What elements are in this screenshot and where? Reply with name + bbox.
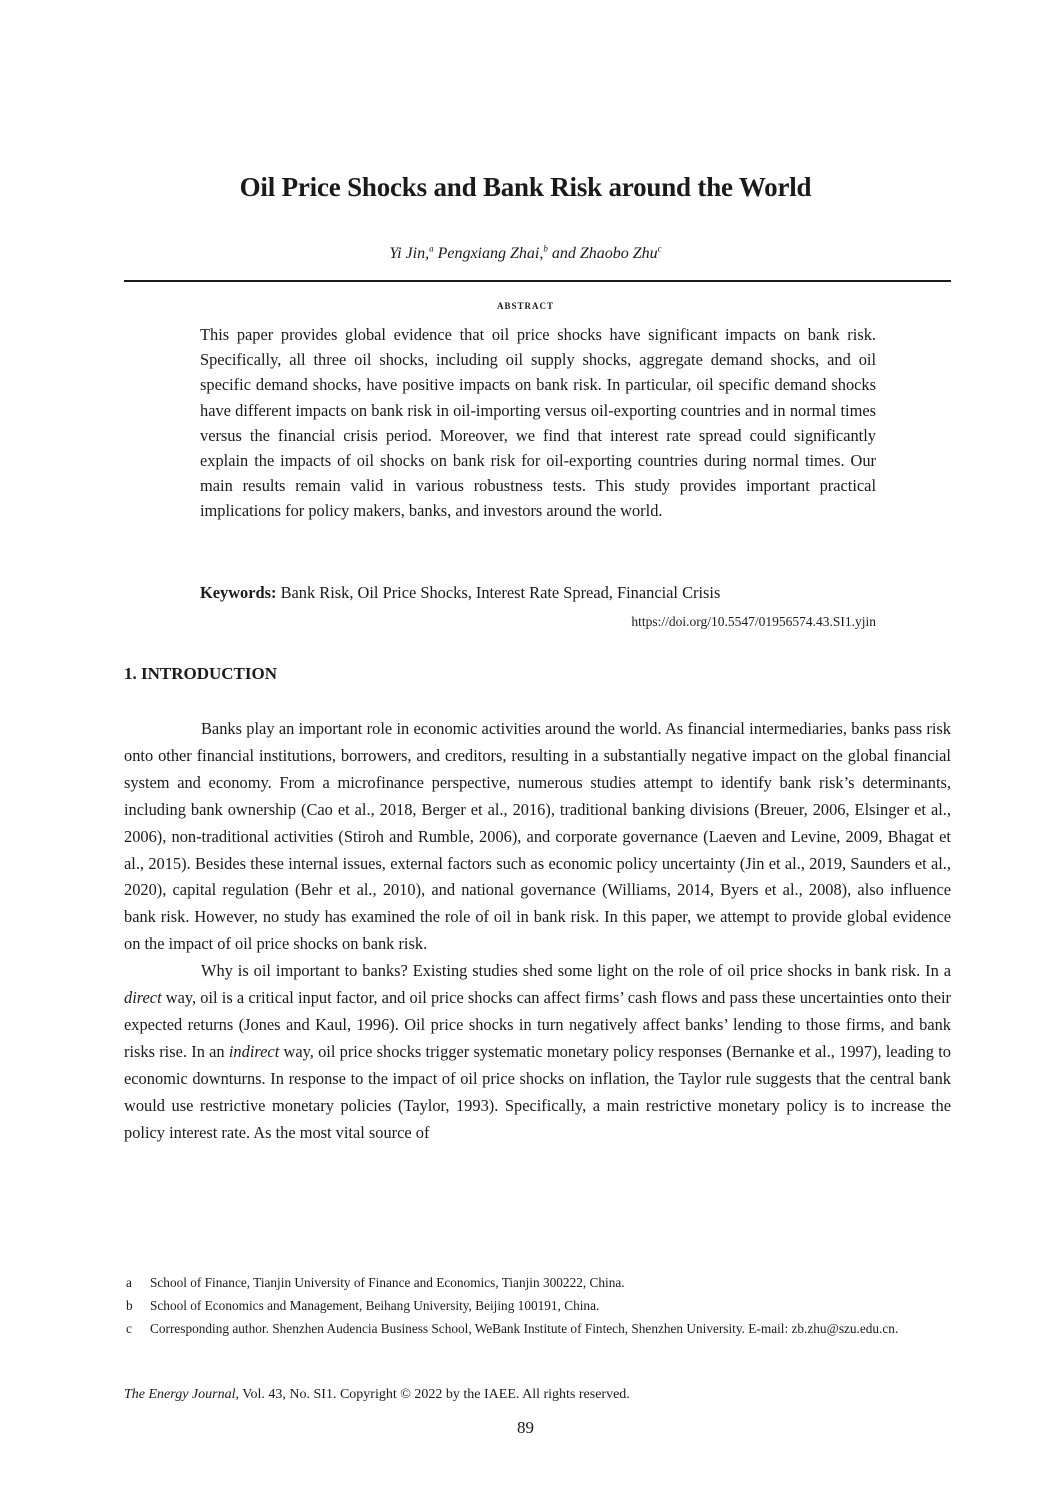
author-list <box>0 245 1051 263</box>
affiliation-mark: a <box>429 243 434 254</box>
journal-details: , Vol. 43, No. SI1. Copyright © 2022 by the IAEE. All rights reserved. <box>235 1387 630 1402</box>
keywords-label: Keywords: <box>200 583 277 602</box>
paragraph-text: way, oil price shocks trigger systematic monetary policy responses (Bernanke et al., 1997), leading to economic downturns. In response to the impact of oil price shocks on inflation, the Taylor rule suggests that the central bank would use restrictive monetary policies (Taylor, 1993). Specifically, a main restrictive monetary policy is to increase the policy interest rate. As the most vital source of <box>124 1041 951 1142</box>
paragraph-text: Why is oil important to banks? Existing studies shed some light on the role of oil price shocks in bank risk. In a <box>201 961 951 981</box>
keywords-list: Bank Risk, Oil Price Shocks, Interest Rate Spread, Financial Crisis <box>276 583 721 602</box>
paragraph-text: way, oil is a critical input factor, and oil price shocks can affect firms’ cash flows and pass these uncertainties onto their expected returns (Jones and Kaul, 1996). Oil price shocks in turn negatively affect banks’ lending to those firms, and bank risks rise. In an <box>124 988 951 1061</box>
author-name: and Zhaobo Zhu <box>547 245 658 262</box>
footnote-mark: a <box>126 1275 132 1290</box>
footnote-mark: c <box>126 1321 132 1336</box>
paragraph: Banks play an important role in economic activities around the world. As financial intermediaries, banks pass risk onto other financial institutions, borrowers, and creditors, resulting in a substantially negative impact on the global financial system and economy. From a microfinance perspective, numerous studies attempt to identify bank risk’s determinants, including bank ownership (Cao et al., 2018, Berger et al., 2016), traditional banking divisions (Breuer, 2006, Elsinger et al., 2006), non-traditional activities (Stiroh and Rumble, 2006), and corporate governance (Laeven and Levine, 2009, Bhagat et al., 2015). Besides these internal issues, external factors such as economic policy uncertainty (Jin et al., 2019, Saunders et al., 2020), capital regulation (Behr et al., 2010), and national governance (Williams, 2014, Byers et al., 2008), also influence bank risk. However, no study has examined the role of oil in bank risk. In this paper, we attempt to provide global evidence on the impact of oil price shocks on bank risk. <box>124 719 951 954</box>
journal-citation <box>124 1387 630 1403</box>
footnote-text: School of Economics and Management, Beihang University, Beijing 100191, China. <box>150 1298 600 1313</box>
journal-name: The Energy Journal <box>124 1387 236 1402</box>
footnote <box>124 1271 951 1294</box>
footnote-mark: b <box>126 1298 133 1313</box>
abstract-text: This paper provides global evidence that oil price shocks have significant impacts on bank risk. Specifically, all three oil shocks, including oil supply shocks, aggregate demand shocks, and oil specific demand shocks, have positive impacts on bank risk. In particular, oil specific demand shocks have different impacts on bank risk in oil-importing versus oil-exporting countries and in normal times versus the financial crisis period. Moreover, we find that interest rate spread could significantly explain the impacts of oil shocks on bank risk for oil-exporting countries during normal times. Our main results remain valid in various robustness tests. This study provides important practical implications for policy makers, banks, and investors around the world. <box>200 325 876 521</box>
emphasis-text: indirect <box>228 1041 280 1061</box>
footnote <box>124 1294 951 1317</box>
page-number: 89 <box>517 1418 534 1437</box>
header-rule <box>124 280 951 282</box>
section-heading: 1. INTRODUCTION <box>124 664 278 683</box>
emphasis-text: direct <box>124 988 162 1008</box>
footnote-text: School of Finance, Tianjin University of Finance and Economics, Tianjin 300222, China. <box>150 1275 625 1290</box>
body-text <box>124 716 951 1147</box>
doi-link[interactable]: https://doi.org/10.5547/01956574.43.SI1.yjin <box>631 614 876 629</box>
keywords-line <box>200 580 876 605</box>
footnotes <box>124 1271 951 1340</box>
author-name: Yi Jin, <box>389 245 430 262</box>
footnote-text: Corresponding author. Shenzhen Audencia Business School, WeBank Institute of Fintech, Shenzhen University. E-mail: zb.zhu@szu.edu.cn. <box>150 1321 899 1336</box>
abstract-heading: abstract <box>496 298 554 312</box>
author-name: Pengxiang Zhai, <box>433 245 544 262</box>
paper-title: Oil Price Shocks and Bank Risk around the World <box>239 172 812 202</box>
affiliation-mark: c <box>657 243 662 254</box>
footnote <box>124 1317 951 1340</box>
affiliation-mark: b <box>543 243 548 254</box>
paragraph <box>124 958 951 1146</box>
